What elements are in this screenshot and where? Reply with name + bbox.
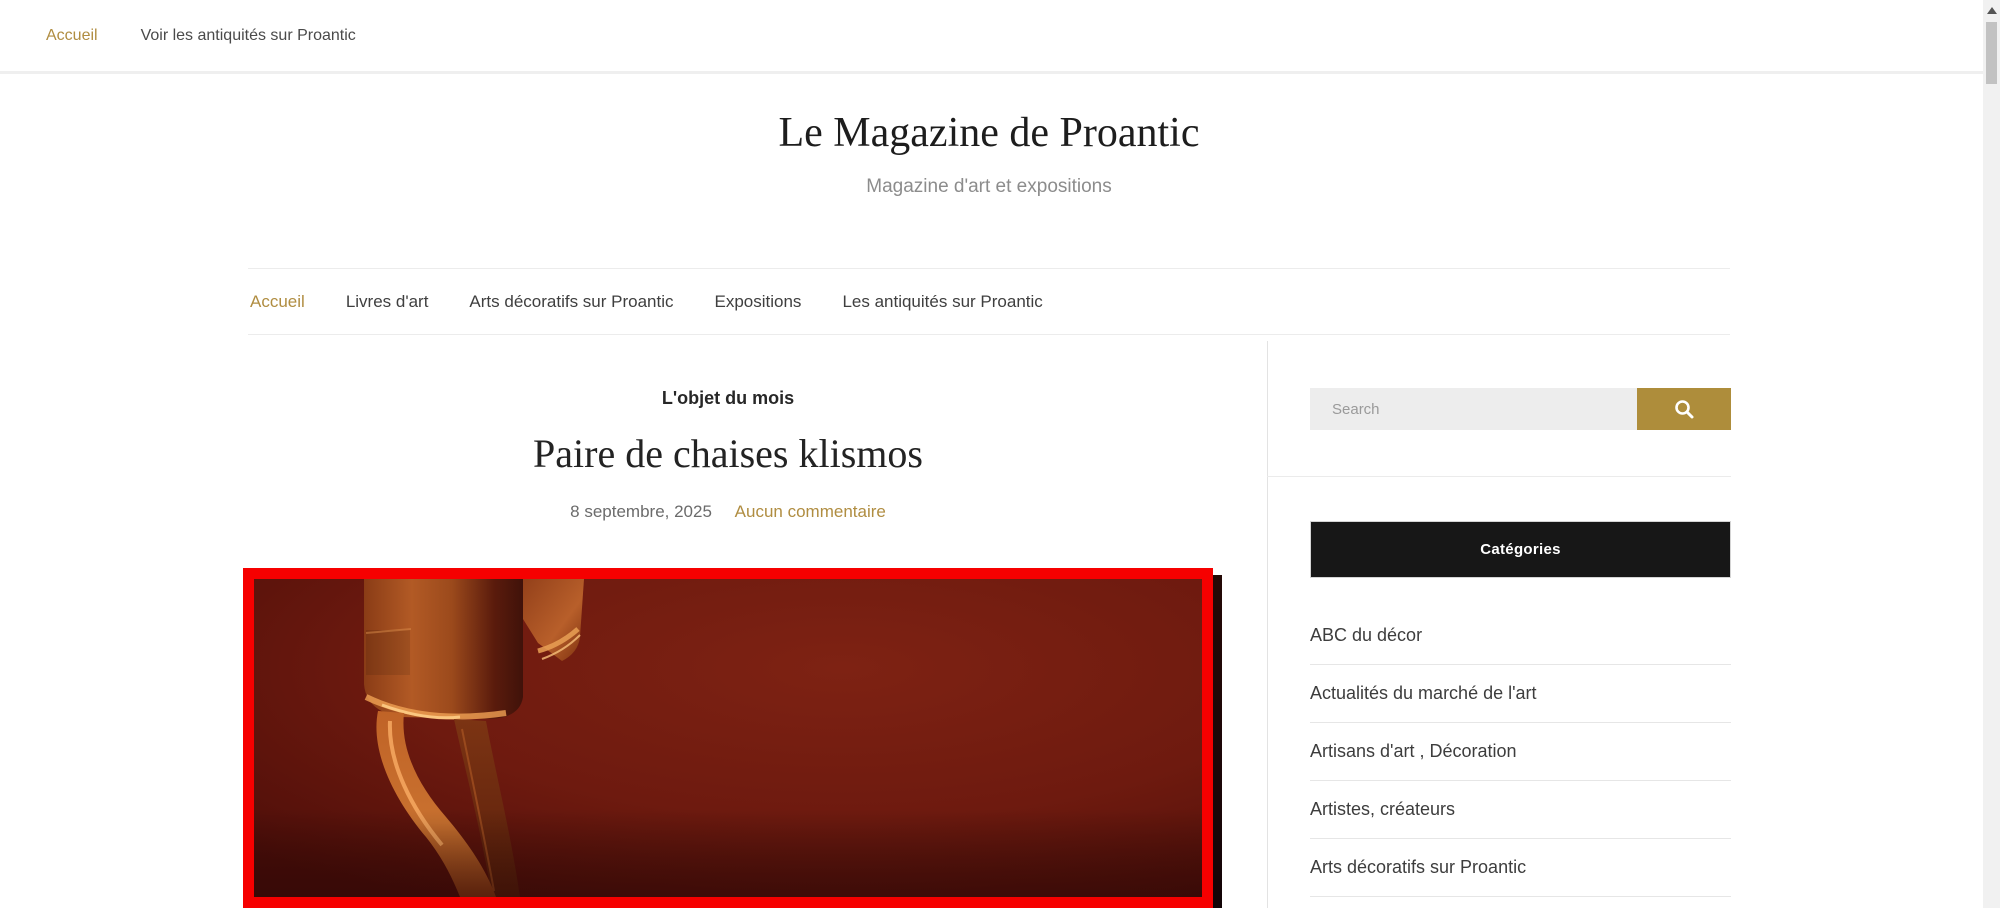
content-sidebar-divider <box>1267 341 1268 908</box>
category-link-artisans-dart-decoration[interactable]: Artisans d'art , Décoration <box>1310 741 1517 761</box>
post-featured-image[interactable] <box>243 568 1213 908</box>
topbar-link-accueil[interactable]: Accueil <box>46 26 98 44</box>
search-button[interactable] <box>1637 388 1731 430</box>
post-comments-link[interactable]: Aucun commentaire <box>734 502 886 521</box>
search-icon <box>1673 398 1695 420</box>
category-link-arts-decoratifs[interactable]: Arts décoratifs sur Proantic <box>1310 857 1527 877</box>
main-nav <box>248 268 1730 335</box>
category-link-actualites-marche-art[interactable]: Actualités du marché de l'art <box>1310 683 1537 703</box>
scrollbar-thumb[interactable] <box>1986 22 1997 84</box>
list-item <box>1310 781 1731 839</box>
list-item <box>1310 723 1731 781</box>
categories-header: Catégories <box>1310 521 1731 578</box>
site-tagline: Magazine d'art et expositions <box>866 176 1112 198</box>
post-meta <box>243 502 1213 522</box>
photo-edge-sliver <box>1212 575 1222 908</box>
post-title: Paire de chaises klismos <box>533 431 923 476</box>
list-item <box>1310 607 1731 665</box>
sidebar-separator <box>1267 476 1731 477</box>
nav-item-antiquites[interactable]: Les antiquités sur Proantic <box>842 291 1043 311</box>
list-item <box>1310 665 1731 723</box>
nav-item-accueil[interactable]: Accueil <box>250 291 305 311</box>
topbar-link-proantic[interactable]: Voir les antiquités sur Proantic <box>140 26 356 44</box>
scrollbar-up-arrow-icon[interactable] <box>1987 7 1997 14</box>
nav-item-arts-decoratifs[interactable]: Arts décoratifs sur Proantic <box>469 291 674 311</box>
search-input[interactable] <box>1310 388 1637 430</box>
post-category-label[interactable]: L'objet du mois <box>661 388 795 408</box>
nav-item-expositions[interactable]: Expositions <box>714 291 802 311</box>
nav-item-livres-dart[interactable]: Livres d'art <box>345 291 429 311</box>
klismos-chair-photo <box>254 579 1202 897</box>
site-title[interactable]: Le Magazine de Proantic <box>778 110 1200 156</box>
category-link-artistes-createurs[interactable]: Artistes, créateurs <box>1310 799 1456 819</box>
categories-list <box>1310 578 1731 897</box>
scrollbar-track[interactable] <box>1983 0 2000 908</box>
top-admin-bar <box>0 0 2000 74</box>
category-link-abc-du-decor[interactable]: ABC du décor <box>1310 625 1423 645</box>
post-date: 8 septembre, 2025 <box>570 502 712 521</box>
site-header <box>248 108 1730 198</box>
list-item <box>1310 839 1731 897</box>
